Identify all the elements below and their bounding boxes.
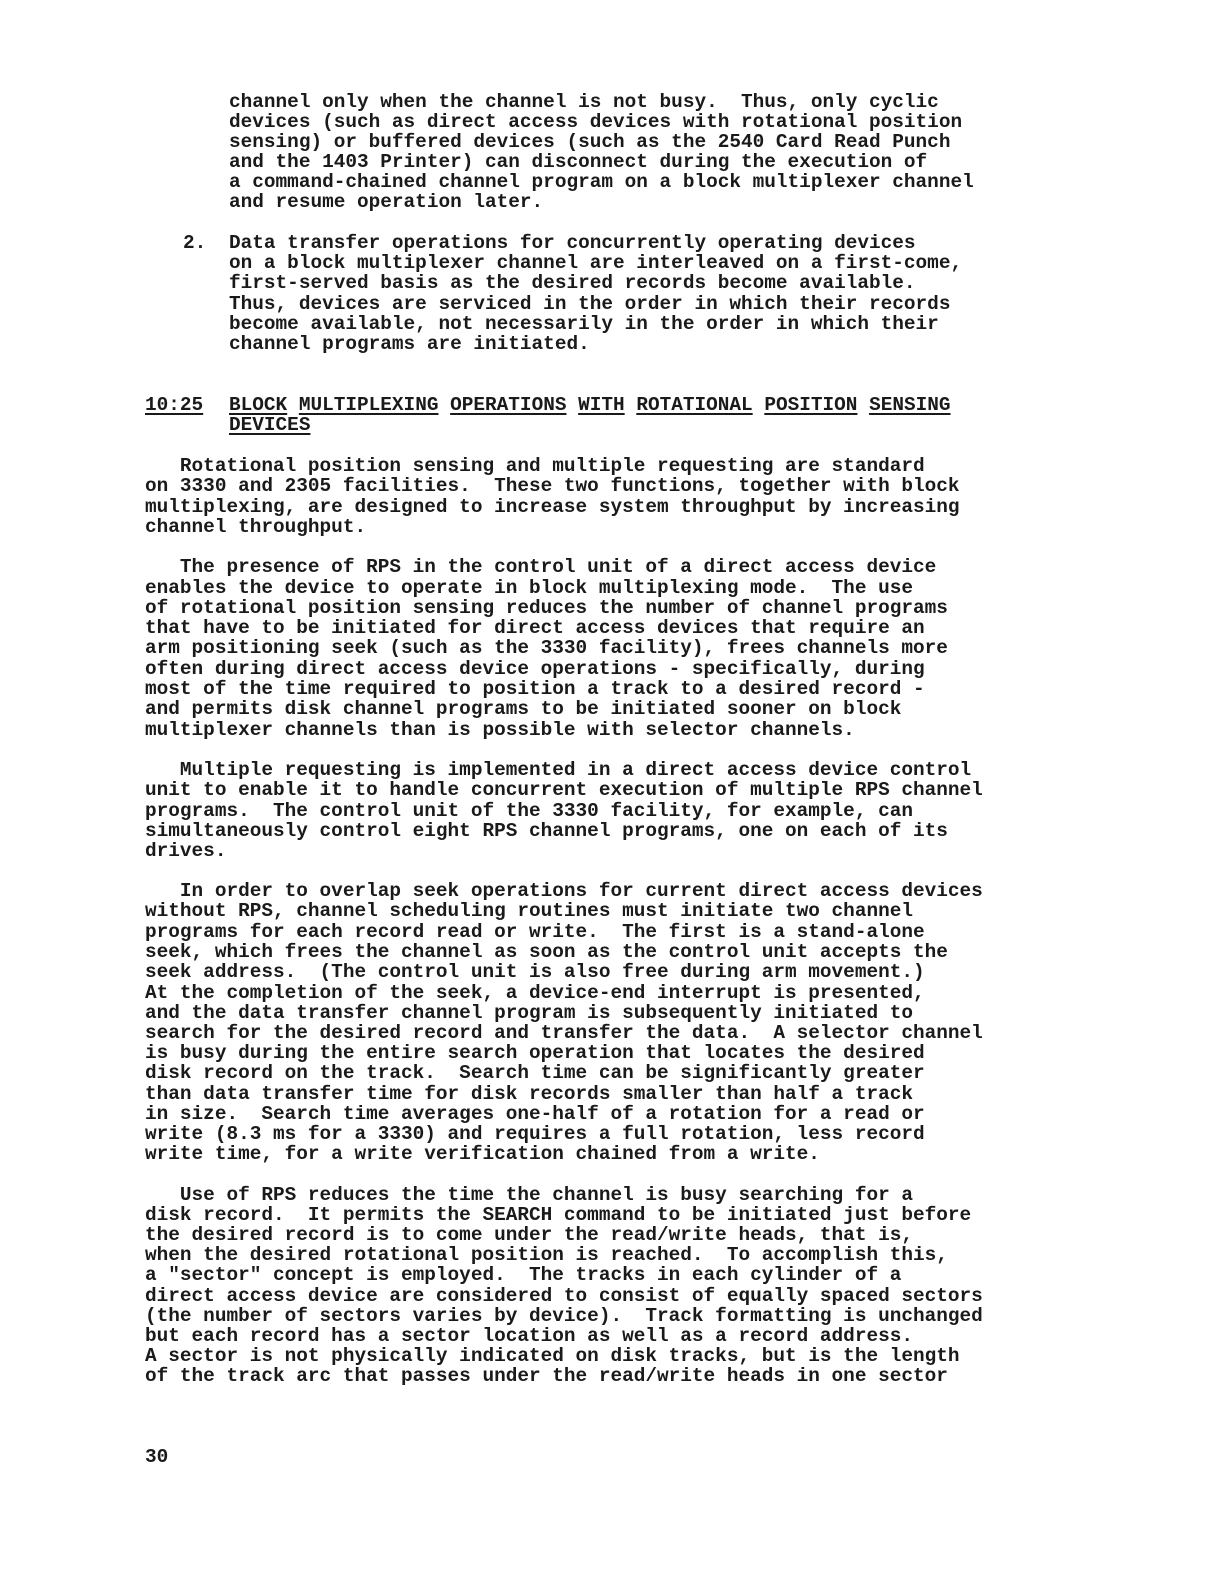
text-line: and the data transfer channel program is subsequently initiated to — [145, 1002, 913, 1024]
text-line: and resume operation later. — [229, 191, 544, 213]
text-line: is busy during the entire search operation that locates the desired — [145, 1042, 925, 1064]
text-line: than data transfer time for disk records smaller than half a track — [145, 1083, 913, 1105]
text-line: disk record on the track. Search time can be significantly greater — [145, 1062, 925, 1084]
text-line: Multiple requesting is implemented in a direct access device control — [145, 759, 972, 781]
text-line: sensing) or buffered devices (such as the 2540 Card Read Punch — [229, 131, 951, 153]
text-line: programs. The control unit of the 3330 facility, for example, can — [145, 800, 913, 822]
text-line: devices (such as direct access devices with rotational position — [229, 111, 963, 133]
text-line: of the track arc that passes under the read/write heads in one sector — [145, 1365, 948, 1387]
text-line: (the number of sectors varies by device). Track formatting is unchanged — [145, 1305, 983, 1327]
text-line: on 3330 and 2305 facilities. These two functions, together with block — [145, 475, 960, 497]
text-line: Data transfer operations for concurrently operating devices — [229, 232, 916, 254]
text-line: on a block multiplexer channel are interleaved on a first-come, — [229, 252, 963, 274]
heading-word: WITH — [578, 394, 625, 416]
text-line: enables the device to operate in block multiplexing mode. The use — [145, 577, 913, 599]
text-line: but each record has a sector location as well as a record address. — [145, 1325, 913, 1347]
text-line: unit to enable it to handle concurrent execution of multiple RPS channel — [145, 779, 983, 801]
text-line: Rotational position sensing and multiple requesting are standard — [145, 455, 925, 477]
text-line: write (8.3 ms for a 3330) and requires a full rotation, less record — [145, 1123, 925, 1145]
text-line: Thus, devices are serviced in the order in which their records — [229, 293, 951, 315]
text-line: without RPS, channel scheduling routines must initiate two channel — [145, 900, 913, 922]
text-line: direct access device are considered to consist of equally spaced sectors — [145, 1285, 983, 1307]
text-line: multiplexing, are designed to increase system throughput by increasing — [145, 496, 960, 518]
text-line: become available, not necessarily in the order in which their — [229, 313, 939, 335]
text-line: channel throughput. — [145, 516, 367, 538]
text-line: In order to overlap seek operations for current direct access devices — [145, 880, 983, 902]
text-line: a "sector" concept is employed. The tracks in each cylinder of a — [145, 1264, 902, 1286]
text-line: The presence of RPS in the control unit of a direct access device — [145, 556, 937, 578]
text-line: seek address. (The control unit is also free during arm movement.) — [145, 961, 925, 983]
heading-word: OPERATIONS — [450, 394, 567, 416]
text-line: Use of RPS reduces the time the channel is busy searching for a — [145, 1184, 913, 1206]
text-line: At the completion of the seek, a device-end interrupt is presented, — [145, 982, 925, 1004]
text-line: disk record. It permits the SEARCH command to be initiated just before — [145, 1204, 972, 1226]
section-number: 10:25 — [145, 394, 204, 416]
text-line: and the 1403 Printer) can disconnect during the execution of — [229, 151, 928, 173]
text-line: a command-chained channel program on a block multiplexer channel — [229, 171, 974, 193]
text-line: of rotational position sensing reduces the number of channel programs — [145, 597, 948, 619]
heading-word: POSITION — [764, 394, 858, 416]
text-line: in size. Search time averages one-half of a rotation for a read or — [145, 1103, 925, 1125]
text-line: channel only when the channel is not busy. Thus, only cyclic — [229, 91, 939, 113]
text-line: search for the desired record and transfer the data. A selector channel — [145, 1022, 983, 1044]
text-line: that have to be initiated for direct access devices that require an — [145, 617, 925, 639]
text-line: seek, which frees the channel as soon as the control unit accepts the — [145, 941, 948, 963]
text-line: multiplexer channels than is possible with selector channels. — [145, 719, 855, 741]
heading-word: BLOCK — [229, 394, 288, 416]
text-line: arm positioning seek (such as the 3330 facility), frees channels more — [145, 637, 948, 659]
text-line: drives. — [145, 840, 227, 862]
text-line: A sector is not physically indicated on disk tracks, but is the length — [145, 1345, 960, 1367]
list-number: 2. — [183, 232, 207, 254]
text-line: the desired record is to come under the read/write heads, that is, — [145, 1224, 913, 1246]
text-line: when the desired rotational position is reached. To accomplish this, — [145, 1244, 948, 1266]
section-title-line-1 — [229, 395, 951, 415]
heading-word: ROTATIONAL — [636, 394, 753, 416]
text-line: write time, for a write verification chained from a write. — [145, 1143, 820, 1165]
section-title-line-2: DEVICES — [229, 414, 311, 436]
text-line: often during direct access device operations - specifically, during — [145, 658, 925, 680]
text-line: and permits disk channel programs to be initiated sooner on block — [145, 698, 902, 720]
page-number: 30 — [145, 1446, 169, 1468]
text-line: channel programs are initiated. — [229, 333, 590, 355]
heading-word: SENSING — [869, 394, 951, 416]
text-line: most of the time required to position a track to a desired record - — [145, 678, 925, 700]
text-line: simultaneously control eight RPS channel programs, one on each of its — [145, 820, 948, 842]
text-line: programs for each record read or write. The first is a stand-alone — [145, 921, 925, 943]
text-line: first-served basis as the desired records become available. — [229, 272, 916, 294]
heading-word: MULTIPLEXING — [298, 394, 439, 416]
